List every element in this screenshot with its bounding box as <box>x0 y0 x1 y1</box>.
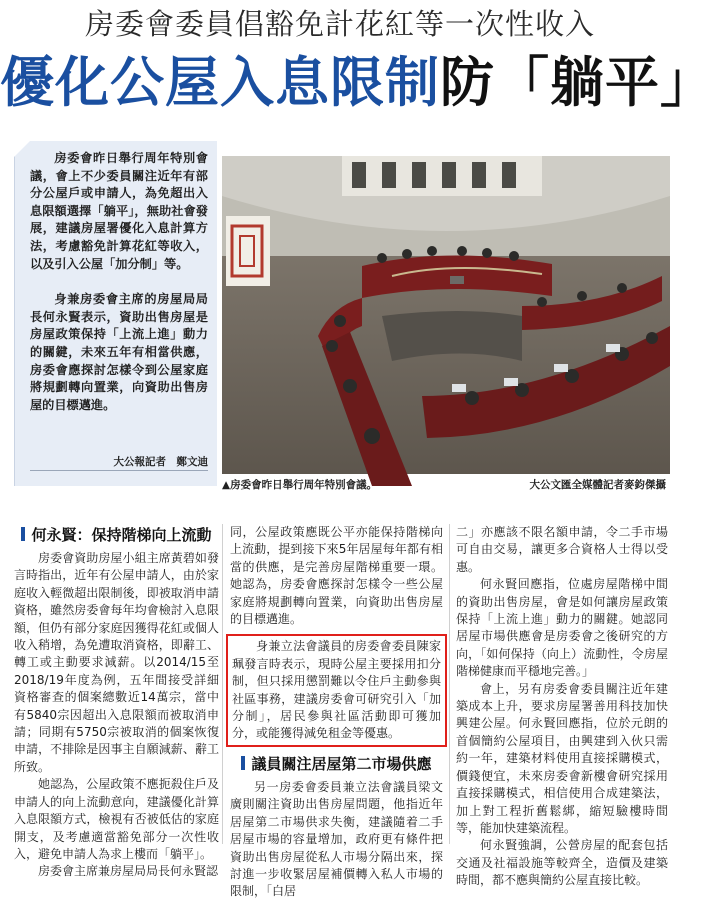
col1-paragraph-3: 房委會主席兼房屋局局長何永賢認 <box>38 864 219 879</box>
col3-paragraph-3: 會上，另有房委會委員關注近年建築成本上升，要求房屋署善用科技加快興建公屋。何永賢回應指，位於元朗的首個簡約公屋項目，由興建到入伙只需約一年，建築材料使用直接採購模式，價錢便宜，未來房委會新樓會研究採用直接採購模式，相信使用合成建築法，加上對工程折舊鬆綁，縮短驗樓時間等，能加快建築流程。 <box>456 681 668 835</box>
lead-paragraph-2: 身兼房委會主席的房屋局局長何永賢表示，資助出售房屋是房屋政策保持「上流上進」動力的關鍵，未來五年有相當供應，房委會應探討怎樣令到公屋家庭將規劃轉向置業，向資助出售房屋的目標邁進。 <box>30 292 208 412</box>
subhead-2-text: 議員關注居屋第二市場供應 <box>251 754 432 773</box>
lead-paragraph-1: 房委會昨日舉行周年特別會議，會上不少委員關注近年有部分公屋戶或申請人，為免超出入息限額選擇「躺平」，無助社會發展，建議房屋署優化入息計算方法，考慮豁免計算花紅等收入，以及引入公屋「加分制」等。 <box>30 151 208 271</box>
byline: 大公報記者 鄭文迪 <box>113 456 208 468</box>
col1-paragraph-1: 房委會資助房屋小組主席黃碧如發言時指出，近年有公屋申請人，由於家庭收入輕微超出限制後，即被取消申請資格，雖然房委會每年均會檢討入息限額，但仍有部分家庭因獲得花紅或個人收入稍增，為免遭取消資格，即辭工、轉工或主動要求減薪。以2014/15至2018/19年度為例，五年間接受詳細資格審查的個案總數近14萬宗，當中有5840宗因超出入息限額而被取消申請；同期有5750宗被取消的個案恢復申請，不排除是因事主自願減薪、辭工所致。 <box>14 551 219 774</box>
subhead-1-text: 何永賢：保持階梯向上流動 <box>31 526 212 544</box>
col1-paragraph-2: 她認為，公屋政策不應扼殺住戶及申請人的向上流動意向，建議優化計算入息限額方式，檢視有否被低估的家庭開支，及考慮適當豁免部分一次性收入，避免申請人為求上樓而「躺平」。 <box>14 777 219 861</box>
photo-caption: ▲房委會昨日舉行周年特別會議。 <box>222 479 378 491</box>
highlight-box <box>226 634 447 746</box>
col3-paragraph-4: 何永賢強調，公營房屋的配套包括交通及社福設施等較齊全，造價及建築時間，都不應與簡約公屋直接比較。 <box>456 838 668 888</box>
meeting-photo <box>222 156 670 474</box>
article-column-3 <box>456 524 668 890</box>
lead-text <box>30 150 208 414</box>
subhead-bar <box>21 527 25 541</box>
column-divider <box>222 524 223 844</box>
column-divider <box>449 524 450 844</box>
subhead-2 <box>230 753 443 775</box>
headline-main-blue: 優化公屋入息限制 <box>0 51 440 114</box>
headline-main <box>0 48 715 118</box>
article-column-1 <box>14 524 219 881</box>
lead-rule <box>30 470 208 471</box>
col2-paragraph-2: 另一房委會委員兼立法會議員梁文廣則關注資助出售房屋問題，他指近年居屋第二市場供求失衡，建議隨着二手居屋市場的容量增加，政府更有條件把資助出售房屋從私人市場分隔出來，探討進一步收緊居屋補價轉入私人市場的限制，「白居 <box>230 779 443 899</box>
photo-credit: 大公文匯全媒體記者麥鈞傑攝 <box>529 479 666 491</box>
meeting-photo-illustration <box>222 156 670 474</box>
col3-paragraph-1: 二」亦應該不限名額申請，令二手市場可自由交易，讓更多合資格人士得以受惠。 <box>456 525 668 574</box>
col2-paragraph-1: 同，公屋政策應既公平亦能保持階梯向上流動，提到接下來5年居屋每年都有相當的供應，是完善房屋階梯重要一環。她認為，房委會應探討怎樣令一些公屋家庭將規劃轉向置業，向資助出售房屋的目標邁進。 <box>230 525 443 627</box>
headline-sub: 房委會委員倡豁免計花紅等一次性收入 <box>84 7 595 41</box>
col3-paragraph-2: 何永賢回應指，位處房屋階梯中間的資助出售房屋，會是如何讓房屋政策保持「上流上進」動力的關鍵。她認同居屋市場供應會是房委會之後研究的方向，「如何保持（向上）流動性，令房屋階梯健康而平穩地完善。」 <box>456 577 668 679</box>
highlight-paragraph: 身兼立法會議員的房委會委員陳家珮發言時表示，現時公屋主要採用扣分制，但只採用懲罰難以令住戶主動參與社區事務，建議房委會可研究引入「加分制」，居民參與社區活動即可獲加分，或能獲得減免租金等優惠。 <box>232 639 441 741</box>
headline-main-black: 防「躺平」 <box>440 51 715 114</box>
subhead-1 <box>14 524 219 546</box>
lead-box-corner <box>14 141 30 157</box>
article-column-2 <box>230 524 443 901</box>
subhead-bar <box>241 756 245 770</box>
